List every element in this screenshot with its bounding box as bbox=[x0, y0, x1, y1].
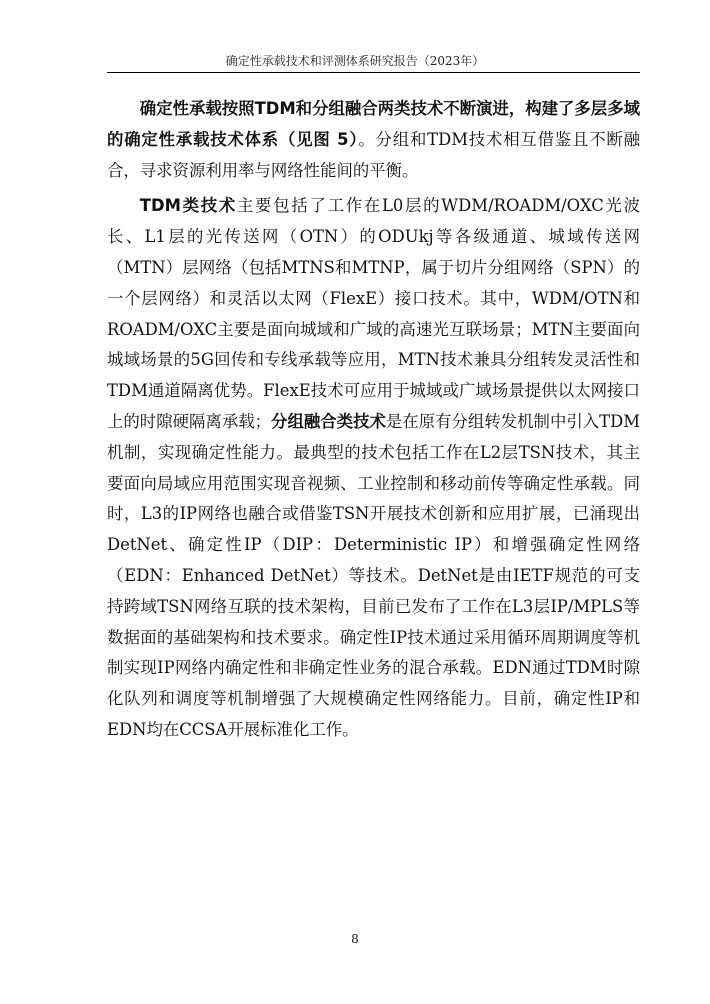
paragraph-1-text: 。分组和TDM技术相互借鉴且不断融合，寻求资源利用率与网络性能间的平衡。 bbox=[107, 129, 640, 180]
paragraph-2-text-part1: 主要包括了工作在L0层的WDM/ROADM/OXC光波长、L1层的光传送网（OTN）的ODUkj等各级通道、城域传送网（MTN）层网络（包括MTNS和MTNP，属于切片分组网络（SPN）的一个层网络）和灵活以太网（FlexE）接口技术。其中，WDM/OTN和ROADM/OXC主要是面向城域和广域的高速光互联场景；MTN主要面向城域场景的5G回传和专线承载等应用，MTN技术兼具分组转发灵活性和TDM通道隔离优势。FlexE技术可应用于城域或广域场景提供以太网接口上的时隙硬隔离承载； bbox=[107, 196, 640, 431]
paragraph-2 bbox=[107, 191, 640, 745]
running-header: 确定性承载技术和评测体系研究报告（2023年） bbox=[225, 54, 485, 68]
paragraph-1-bold-lead: 确定性承载按照TDM和分组融合两类技术不断演进，构建了多层多域的确定性承载技术体系（见图 5） bbox=[107, 99, 640, 149]
paragraph-2-bold-lead: TDM类技术 bbox=[139, 196, 238, 216]
paragraph-1 bbox=[107, 94, 640, 186]
page-number: 8 bbox=[351, 932, 359, 946]
body-text bbox=[107, 94, 640, 746]
paragraph-2-text-part2: 是在原有分组转发机制中引入TDM机制，实现确定性能力。最典型的技术包括工作在L2层TSN技术，其主要面向局域应用范围实现音视频、工业控制和移动前传等确定性承载。同时，L3的IP网络也融合或借鉴TSN开展技术创新和应用扩展，已涌现出DetNet、确定性IP（DIP：Deterministic IP）和增强确定性网络（EDN：Enhanced DetNet）等技术。DetNet是由IETF规范的可支持跨域TSN网络互联的技术架构，目前已发布了工作在L3层IP/MPLS等数据面的基础架构和技术要求。确定性IP技术通过采用循环周期调度等机制实现IP网络内确定性和非确定性业务的混合承载。EDN通过TDM时隙化队列和调度等机制增强了大规模确定性网络能力。目前，确定性IP和EDN均在CCSA开展标准化工作。 bbox=[107, 411, 641, 739]
header-divider bbox=[107, 72, 640, 73]
paragraph-2-bold-mid: 分组融合类技术 bbox=[271, 411, 386, 431]
